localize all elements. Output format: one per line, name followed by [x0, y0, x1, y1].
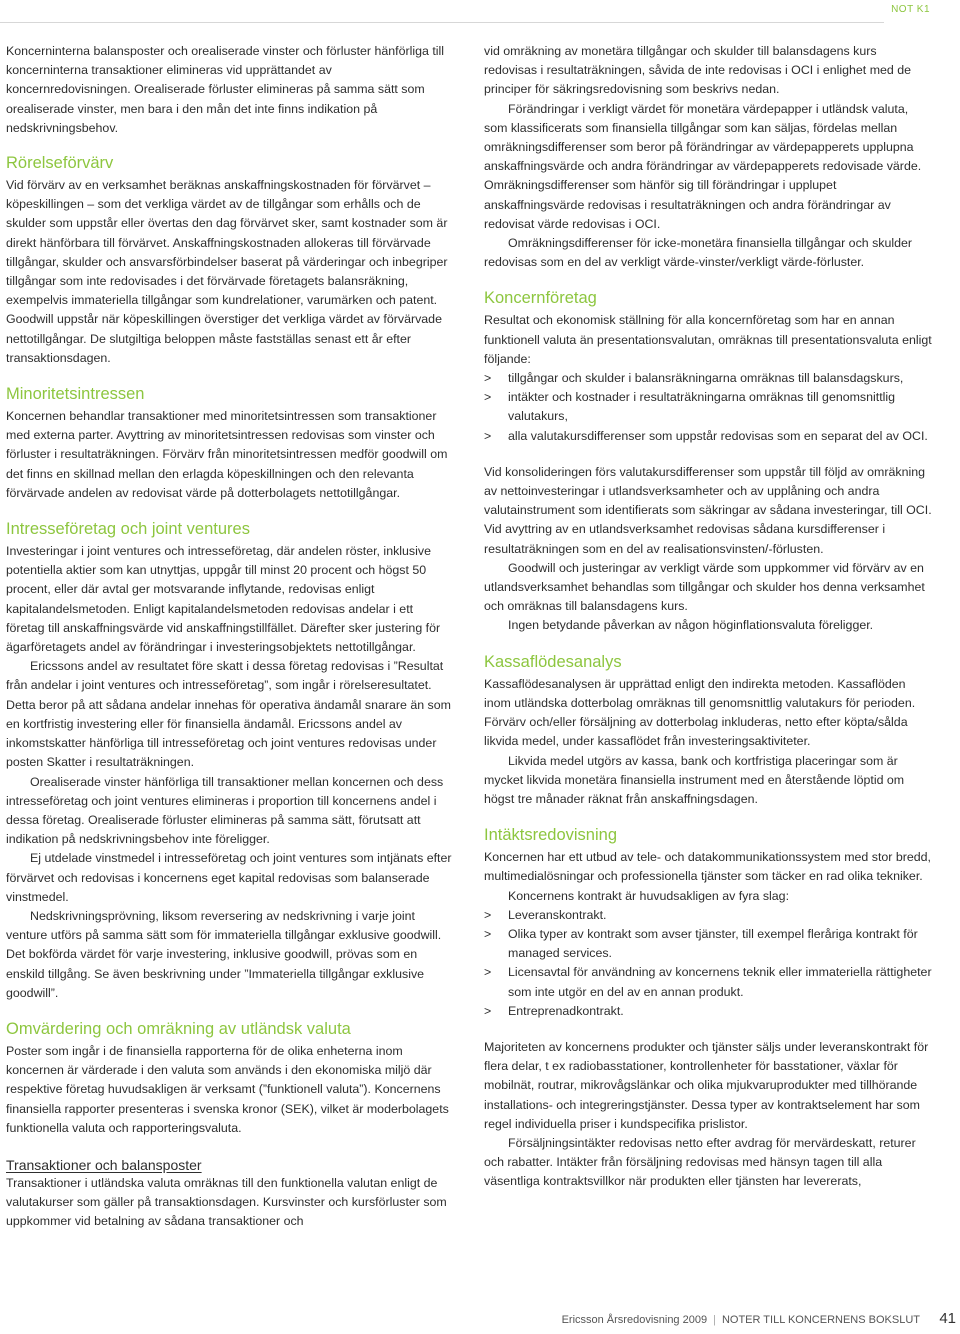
bullet-marker: > — [484, 428, 492, 443]
omvardering-paragraph: Poster som ingår i de finansiella rapporterna för de olika enheterna inom koncernen är värderade i den valuta som används i den ekonomiska miljö där respektive företag huvudsakligen är verksamt (”funktionell valuta”). Koncernens finansiella rapporter presenteras i svenska kronor (SEK), vilket är moderbolagets funktionella valuta och rapporteringsvaluta. — [6, 1043, 449, 1135]
heading-intaktsredovisning: Intäktsredovisning — [484, 826, 617, 845]
bullet-marker: > — [484, 907, 492, 922]
page-footer — [0, 1312, 960, 1332]
footer-report-name: Ericsson Årsredovisning 2009 — [561, 1314, 708, 1326]
intresse-paragraph-5: Nedskrivningsprövning, liksom reversering av nedskrivning i varje joint venture utförs på samma sätt som för immateriella tillgångar exklusive goodwill. Det bokförda värdet för varje investering, inklusive goodwill, prövas som en enskild tillgång. Se även beskrivning under ”Immateriella tillgångar exklusive goodwill”. — [6, 908, 442, 1000]
heading-transaktioner: Transaktioner och balansposter — [6, 1156, 202, 1173]
note-tag: NOT K1 — [891, 4, 930, 15]
heading-intresseforetag: Intresseföretag och joint ventures — [6, 520, 250, 539]
list-item-text: Leveranskontrakt. — [508, 907, 607, 922]
page-number: 41 — [939, 1310, 956, 1327]
intresse-paragraph-4: Ej utdelade vinstmedel i intresseföretag och joint ventures som intjänats efter förvärvet och redovisas i koncernens eget kapital redovisas som balanserade vinstmedel. — [6, 851, 452, 904]
right-column — [484, 42, 932, 1192]
continuation-paragraph-2: Förändringar i verkligt värdet för monetära värdepapper i utländsk valuta, som klassificerats som finansiella tillgångar som kan säljas, fördelas mellan omräkningsdifferenser som beror på förändringar av värdepapperets upplupna anskaffningsvärde och andra förändringar av värdepapperets redovisade värde. Omräkningsdifferenser som hänför sig till förändringar i upplupet anskaffningsvärde redovisas i resultaträkningen och andra förändringar av redovisat värde redovisas i OCI. — [484, 101, 922, 231]
bullet-marker: > — [484, 390, 492, 405]
koncern-paragraph-4: Ingen betydande påverkan av någon höginflationsvaluta föreligger. — [508, 618, 874, 633]
koncern-paragraph-1: Resultat och ekonomisk ställning för alla koncernföretag som har en annan funktionell valuta än presentationsvalutan, omräknas till presentationsvaluta enligt följande: — [484, 313, 932, 366]
transaktioner-paragraph: Transaktioner i utländska valuta omräknas till den funktionella valutan enligt de valutakurser som gäller på transaktionsdagen. Kursvinster och kursförluster som uppkommer vid betalning av sådana transaktioner och — [6, 1175, 447, 1229]
intakt-paragraph-2: Koncernens kontrakt är huvudsakligen av fyra slag: — [508, 888, 790, 903]
minoritet-paragraph: Koncernen behandlar transaktioner med minoritetsintressen som transaktioner med externa parter. Avyttring av minoritetsintressen redovisas som vinster och förluster i resultaträkningen. Förvärv från minoritetsintressen medför goodwill om det finns en skillnad mellan den erlagda köpeskillningen och den relevanta förvärvade andelen av redovisat värde på dotterbolagets nettotillgångar. — [6, 409, 448, 500]
intro-paragraph: Koncerninterna balansposter och orealiserade vinster och förluster hänförliga till koncerninterna transaktioner elimineras vid upprättandet av koncernredovisningen. Orealiserade förluster elimineras på samma sätt som orealiserade vinster, men bara i den mån det inte finns indikation på nedskrivningsbehov. — [6, 44, 445, 135]
continuation-paragraph-1: vid omräkning av monetära tillgångar och skulder till balansdagens kurs redovisas i resultaträkningen, såvida de inte redovisas i OCI i enlighet med de principer för säkringsredovisning som beskrivs nedan. — [484, 44, 912, 97]
list-item-text: tillgångar och skulder i balansräkningarna omräknas till balansdagskurs, — [508, 371, 904, 386]
heading-rorelseforvarv: Rörelseförvärv — [6, 154, 114, 173]
rorelse-paragraph: Vid förvärv av en verksamhet beräknas anskaffningskostnaden för förvärvet – köpeskillingen – som det verkliga värdet av de tillgångar som erhålls och de skulder som uppstår eller övertas den dag förvärvet sker, samt kostnader som är direkt hänförbara till förvärvet. Anskaffningskostnaden allokeras till förvärvade tillgångar, skulder och ansvarsförbindelser baserat på värderingar och inbegriper tillgångar som inte redovisades i det förvärvade företagets balansräkning, exempelvis immateriella tillgångar som kundrelationer, varumärken och patent. Goodwill uppstår när köpeskillingen överstiger det verkliga värdet av förvärvade nettotillgångar. De slutgiltiga beloppen måste fastställas senast ett år efter transaktionsdagen. — [6, 178, 448, 365]
footer-text — [562, 1314, 920, 1326]
continuation-paragraph-3: Omräkningsdifferenser för icke-monetära finansiella tillgångar och skulder redovisas som en del av verkligt värde-vinster/verkligt värde-förluster. — [484, 236, 913, 270]
bullet-marker: > — [484, 371, 492, 386]
list-item — [484, 1002, 932, 1021]
bullet-marker: > — [484, 926, 492, 941]
intakt-paragraph-1: Koncernen har ett utbud av tele- och datakommunikationssystem med stor bredd, multimedialösningar och professionella tjänster som täcker en rad olika tekniker. — [484, 850, 931, 884]
list-item-text: alla valutakursdifferenser som uppstår redovisas som en separat del av OCI. — [508, 428, 928, 443]
koncern-list — [484, 369, 932, 446]
heading-kassaflodesanalys: Kassaflödesanalys — [484, 652, 622, 671]
intakt-paragraph-4: Försäljningsintäkter redovisas netto efter avdrag för mervärdeskatt, returer och rabatter. Intäkter från försäljning redovisas med hänsyn tagen till alla väsentliga kontraktsvillkor när produkten eller tjänsten har levererats, — [484, 1135, 916, 1189]
list-item-text: Olika typer av kontrakt som avser tjänster, till exempel fleråriga kontrakt för managed services. — [508, 926, 918, 961]
intakt-list — [484, 906, 932, 1021]
heading-minoritetsintressen: Minoritetsintressen — [6, 385, 145, 404]
intakt-paragraph-3: Majoriteten av koncernens produkter och tjänster säljs under leveranskontrakt för flera delar, t ex radiobasstationer, kontrollenheter för basstationer, växlar för mobilnät, routrar, mikrovågslänkar och olika mjukvaruprodukter med tillhörande installations- och integreringstjänster. Dessa typer av kontraktselement har som regel individuella priser i kundspecifika prislistor. — [484, 1039, 929, 1131]
left-column — [6, 42, 452, 1232]
list-item — [484, 963, 932, 1001]
intresse-paragraph-2: Ericssons andel av resultatet före skatt i dessa företag redovisas i ”Resultat från andelar i joint ventures och intresseföretag”, som ingår i rörelseresultatet. Detta beror på att sådana andelar innehas för operativa ändamål snarare än som en kortfristig investering eller för finansiella ändamål. Ericssons andel av inkomstskatter hänförliga till intresseföretag och joint ventures redovisas under posten Skatter i resultaträkningen. — [6, 659, 451, 770]
list-item — [484, 369, 932, 388]
bullet-marker: > — [484, 965, 492, 980]
list-item — [484, 925, 932, 963]
kassa-paragraph-2: Likvida medel utgörs av kassa, bank och kortfristiga placeringar som är mycket likvida monetära finansiella instrument med en återstående löptid om högst tre månader räknat från anskaffningsdagen. — [484, 753, 905, 806]
list-item-text: intäkter och kostnader i resultaträkningarna omräknas till genomsnittlig valutakurs, — [508, 390, 896, 424]
list-item-text: Entreprenadkontrakt. — [508, 1003, 624, 1018]
intresse-paragraph-1: Investeringar i joint ventures och intresseföretag, där andelen röster, inklusive potentiella aktier som kan utnyttjas, uppgår till minst 20 procent och högst 50 procent, eller där avtal ger motsvarande inflytande, redovisas enligt kapitalandelsmetoden. Enligt kapitalandelsmetoden redovisas andelar i ett företag till anskaffningsvärde vid anskaffningstillfället. Därefter sker justering för ägarföretagets andel av förändringar i investeringsobjektets nettotillgångar. — [6, 544, 441, 655]
list-item — [484, 388, 932, 426]
list-item-text: Licensavtal för användning av koncernens teknik eller immateriella rättigheter som inte utgör en del av en annan produkt. — [508, 965, 932, 999]
bullet-marker: > — [484, 1003, 492, 1018]
footer-separator: | — [713, 1314, 716, 1326]
kassa-paragraph-1: Kassaflödesanalysen är upprättad enligt den indirekta metoden. Kassaflöden inom utländska dotterbolag omräknas till genomsnittlig valutakurs för perioden. Förvärv och/eller försäljning av dotterbolag inkluderas, netto efter köpta/sålda likvida medel, under kassaflödet från investeringsaktiviteter. — [484, 676, 916, 749]
top-rule — [0, 22, 884, 23]
koncern-paragraph-2: Vid konsolideringen förs valutakursdifferenser som uppstår till följd av omräkning av nettoinvesteringar i utlandsverksamheter och av upplåning och andra valutainstrument som identifierats som säkringar av sådana investeringar, till OCI. Vid avyttring av en utlandsverksamhet redovisas sådana kursdifferenser i resultaträkningen som en del av realisationsvinsten/-förlusten. — [484, 464, 932, 556]
heading-koncernforetag: Koncernföretag — [484, 289, 597, 308]
heading-omvardering: Omvärdering och omräkning av utländsk valuta — [6, 1019, 351, 1038]
list-item — [484, 906, 932, 925]
intresse-paragraph-3: Orealiserade vinster hänförliga till transaktioner mellan koncernen och dess intresseföretag och joint ventures elimineras i proportion till koncernens andel i dessa företag. Orealiserade förluster elimineras på samma sätt, förutsatt att indikation på nedskrivningsbehov inte föreligger. — [6, 774, 444, 847]
list-item — [484, 427, 932, 446]
koncern-paragraph-3: Goodwill och justeringar av verkligt värde som uppkommer vid förvärv av en utlandsverksamhet behandlas som tillgångar och skulder hos denna verksamhet och omräknas till balansdagens kurs. — [484, 560, 925, 614]
footer-section: NOTER TILL KONCERNENS BOKSLUT — [721, 1314, 920, 1326]
